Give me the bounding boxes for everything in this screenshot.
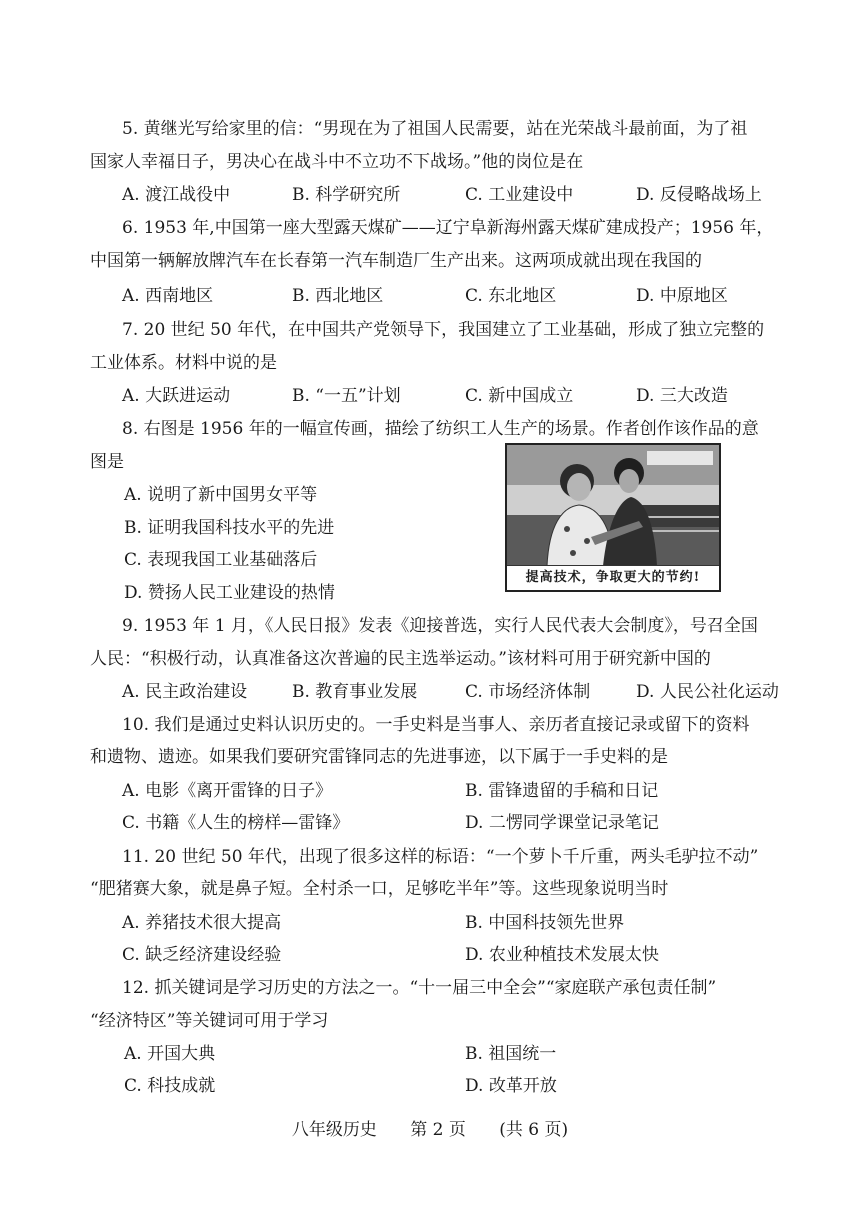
question-10-option-c: C. 书籍《人生的榜样—雷锋》 (122, 813, 350, 833)
question-12-option-a: A. 开国大典 (124, 1044, 216, 1064)
question-10-stem-line-1: 10. 我们是通过史料认识历史的。一手史料是当事人、亲历者直接记录或留下的资料 (122, 715, 750, 735)
question-8-option-a: A. 说明了新中国男女平等 (124, 485, 318, 505)
question-8-option-b: B. 证明我国科技水平的先进 (124, 518, 335, 538)
question-9-option-b: B. 教育事业发展 (292, 682, 418, 702)
question-5-stem-line-1: 5. 黄继光写给家里的信：“男现在为了祖国人民需要，站在光荣战斗最前面，为了祖 (122, 119, 748, 139)
question-6-stem-line-2: 中国第一辆解放牌汽车在长春第一汽车制造厂生产出来。这两项成就出现在我国的 (90, 251, 702, 271)
question-8-option-d: D. 赞扬人民工业建设的热情 (124, 583, 335, 603)
question-7-option-d: D. 三大改造 (636, 386, 728, 406)
propaganda-poster-image (505, 443, 721, 592)
question-9-stem-line-2: 人民：“积极行动，认真准备这次普遍的民主选举运动。”该材料可用于研究新中国的 (90, 649, 711, 669)
question-8-option-c: C. 表现我国工业基础落后 (124, 550, 318, 570)
poster-caption: 提高技术，争取更大的节约! (507, 565, 719, 590)
question-8-stem-line-1: 8. 右图是 1956 年的一幅宣传画，描绘了纺织工人生产的场景。作者创作该作品的意 (122, 419, 759, 439)
poster-illustration (507, 445, 719, 566)
question-11-option-c: C. 缺乏经济建设经验 (122, 945, 282, 965)
question-6-stem-line-1: 6. 1953 年,中国第一座大型露天煤矿——辽宁阜新海州露天煤矿建成投产；1956 年， (122, 218, 774, 238)
question-12-option-b: B. 祖国统一 (465, 1044, 557, 1064)
question-10-stem-line-2: 和遗物、遗迹。如果我们要研究雷锋同志的先进事迹，以下属于一手史料的是 (90, 747, 668, 767)
question-7-stem-line-1: 7. 20 世纪 50 年代，在中国共产党领导下，我国建立了工业基础，形成了独立完整的 (122, 320, 765, 340)
question-11-option-a: A. 养猪技术很大提高 (122, 913, 282, 933)
question-9-stem-line-1: 9. 1953 年 1 月，《人民日报》发表《迎接普选，实行人民代表大会制度》，号召全国 (122, 616, 758, 636)
question-6-option-b: B. 西北地区 (292, 286, 384, 306)
question-9-option-c: C. 市场经济体制 (465, 682, 591, 702)
question-9-option-d: D. 人民公社化运动 (636, 682, 779, 702)
page-footer (0, 1115, 860, 1140)
question-5-option-b: B. 科学研究所 (292, 185, 401, 205)
question-12-stem-line-2: “经济特区”等关键词可用于学习 (90, 1011, 329, 1031)
question-7-option-a: A. 大跃进运动 (122, 386, 231, 406)
question-5-stem-line-2: 国家人幸福日子，男决心在战斗中不立功不下战场。”他的岗位是在 (90, 152, 584, 172)
question-7-option-c: C. 新中国成立 (465, 386, 574, 406)
question-10-option-a: A. 电影《离开雷锋的日子》 (122, 781, 333, 801)
question-7-stem-line-2: 工业体系。材料中说的是 (90, 353, 277, 373)
question-11-option-b: B. 中国科技领先世界 (465, 913, 625, 933)
footer-page-number: 第 2 页 (410, 1120, 466, 1140)
question-10-option-d: D. 二愣同学课堂记录笔记 (465, 813, 659, 833)
question-5-option-c: C. 工业建设中 (465, 185, 574, 205)
question-6-option-c: C. 东北地区 (465, 286, 557, 306)
question-8-stem-line-2: 图是 (90, 452, 124, 472)
question-12-option-d: D. 改革开放 (465, 1076, 557, 1096)
footer-subject: 八年级历史 (291, 1120, 377, 1140)
question-11-stem-line-2: “肥猪赛大象，就是鼻子短。全村杀一口，足够吃半年”等。这些现象说明当时 (90, 879, 669, 899)
question-5-option-a: A. 渡江战役中 (122, 185, 231, 205)
footer-total-pages: (共 6 页) (499, 1120, 569, 1140)
question-12-option-c: C. 科技成就 (124, 1076, 216, 1096)
question-6-option-d: D. 中原地区 (636, 286, 728, 306)
question-6-option-a: A. 西南地区 (122, 286, 214, 306)
question-11-stem-line-1: 11. 20 世纪 50 年代，出现了很多这样的标语：“一个萝卜千斤重，两头毛驴拉不动” (122, 847, 759, 867)
question-7-option-b: B. “一五”计划 (292, 386, 401, 406)
question-10-option-b: B. 雷锋遗留的手稿和日记 (465, 781, 659, 801)
question-11-option-d: D. 农业种植技术发展太快 (465, 945, 659, 965)
question-5-option-d: D. 反侵略战场上 (636, 185, 762, 205)
question-12-stem-line-1: 12. 抓关键词是学习历史的方法之一。“十一届三中全会”“家庭联产承包责任制” (122, 978, 717, 998)
question-9-option-a: A. 民主政治建设 (122, 682, 248, 702)
